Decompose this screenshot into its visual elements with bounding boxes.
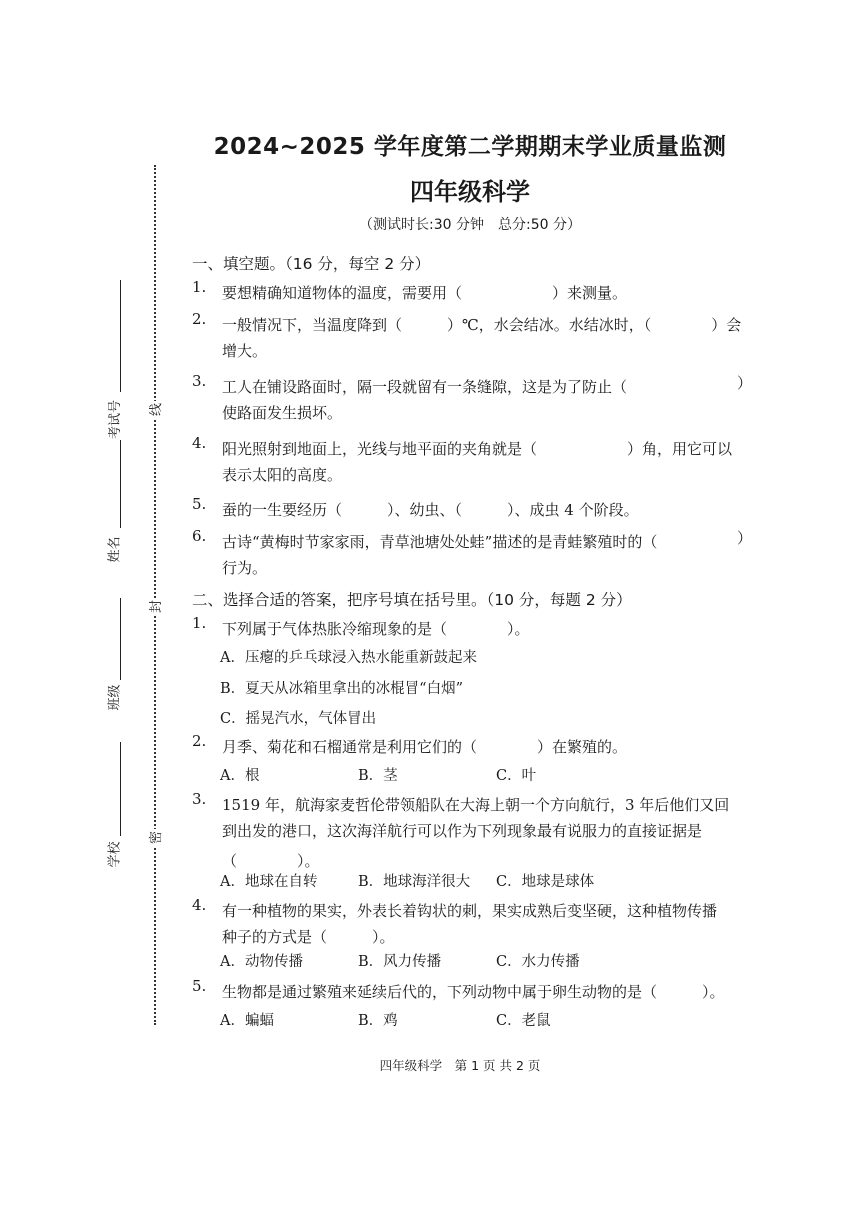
- exam-title: 2024~2025 学年度第二学期期末学业质量监测: [213, 134, 727, 160]
- question-text-cont: 增大。: [222, 342, 268, 360]
- option-a[interactable]: A．蝙蝠: [220, 1013, 274, 1029]
- option-b[interactable]: B．鸡: [358, 1013, 398, 1029]
- exam-number-field[interactable]: [120, 280, 121, 392]
- question-text: 古诗“黄梅时节家家雨，青草池塘处处蛙”描述的是青蛙繁殖时的（: [222, 533, 658, 551]
- binding-dotted-line: [154, 165, 156, 1025]
- question-text: 阳光照射到地面上，光线与地平面的夹角就是（ ）角，用它可以: [222, 440, 733, 458]
- option-b[interactable]: B．风力传播: [358, 954, 442, 970]
- field-label-class: 班级: [107, 684, 123, 711]
- options-row: [220, 950, 634, 971]
- field-label-exam-number: 考试号: [108, 399, 124, 440]
- field-label-school: 学校: [107, 841, 123, 868]
- option-a[interactable]: A．动物传播: [220, 954, 303, 970]
- question-text-cont: 表示太阳的高度。: [222, 466, 343, 484]
- question-text: 有一种植物的果实，外表长着钩状的刺，果实成熟后变坚硬，这种植物传播: [222, 902, 718, 920]
- field-label-name: 姓名: [107, 536, 123, 563]
- subject-title: 四年级科学: [410, 178, 530, 206]
- question-text-cont: 种子的方式是（ ）。: [222, 928, 395, 946]
- question-text: 1519 年，航海家麦哲伦带领船队在大海上朝一个方向航行，3 年后他们又回: [222, 796, 730, 814]
- question-text-cont: 到出发的港口，这次海洋航行可以作为下列现象最有说服力的直接证据是: [222, 822, 703, 840]
- option-b[interactable]: B．茎: [358, 768, 398, 784]
- option-c[interactable]: C．水力传播: [496, 954, 580, 970]
- answer-paren-close: ）: [736, 374, 752, 392]
- question-number: 2.: [192, 732, 207, 750]
- question-number: 3.: [192, 372, 207, 390]
- question-number: 4.: [192, 896, 207, 914]
- options-row: [220, 764, 634, 785]
- class-field[interactable]: [120, 598, 121, 680]
- option-a[interactable]: A．地球在自转: [220, 874, 318, 890]
- options-row: [220, 1009, 634, 1030]
- name-field[interactable]: [120, 440, 121, 528]
- section-1-heading: 一、填空题。（16 分，每空 2 分）: [192, 255, 431, 273]
- option-b[interactable]: B．夏天从冰箱里拿出的冰棍冒“白烟”: [220, 681, 463, 697]
- question-text: 工人在铺设路面时，隔一段就留有一条缝隙，这是为了防止（: [222, 378, 628, 396]
- question-text-cont: 行为。: [222, 559, 268, 577]
- option-c[interactable]: C．地球是球体: [496, 874, 595, 890]
- section-2-heading: 二、选择合适的答案，把序号填在括号里。（10 分，每题 2 分）: [192, 591, 632, 609]
- school-field[interactable]: [120, 742, 121, 836]
- option-a[interactable]: A．压瘪的乒乓球浸入热水能重新鼓起来: [220, 650, 477, 666]
- options-row: [220, 870, 634, 891]
- question-number: 1.: [192, 614, 207, 632]
- question-text-cont: （ ）。: [222, 852, 320, 870]
- option-a[interactable]: A．根: [220, 768, 260, 784]
- option-c[interactable]: C．叶: [496, 768, 537, 784]
- seal-mark-line: 线: [145, 401, 164, 418]
- question-text: 生物都是通过繁殖来延续后代的，下列动物中属于卵生动物的是（ ）。: [222, 983, 725, 1001]
- answer-paren-close: ）: [736, 529, 752, 547]
- question-text: 下列属于气体热胀冷缩现象的是（ ）。: [222, 620, 530, 638]
- question-number: 5.: [192, 495, 207, 513]
- question-text-cont: 使路面发生损坏。: [222, 404, 343, 422]
- question-number: 2.: [192, 310, 207, 328]
- seal-mark-seal: 封: [145, 598, 164, 615]
- question-number: 1.: [192, 278, 207, 296]
- question-text: 月季、菊花和石榴通常是利用它们的（ ）在繁殖的。: [222, 738, 628, 756]
- question-text: 一般情况下，当温度降到（ ）℃，水会结冰。水结冰时，（ ）会: [222, 316, 742, 334]
- page-footer: 四年级科学 第 1 页 共 2 页: [379, 1058, 541, 1073]
- question-number: 3.: [192, 790, 207, 808]
- option-c[interactable]: C．摇晃汽水，气体冒出: [220, 711, 377, 727]
- exam-info: （测试时长:30 分钟 总分:50 分）: [359, 217, 581, 233]
- question-text: 蚕的一生要经历（ ）、幼虫、（ ）、成虫 4 个阶段。: [222, 501, 639, 519]
- question-number: 5.: [192, 977, 207, 995]
- question-number: 6.: [192, 527, 207, 545]
- option-b[interactable]: B．地球海洋很大: [358, 874, 471, 890]
- option-c[interactable]: C．老鼠: [496, 1013, 551, 1029]
- question-number: 4.: [192, 434, 207, 452]
- question-text: 要想精确知道物体的温度，需要用（ ）来测量。: [222, 284, 628, 302]
- seal-mark-secret: 密: [145, 829, 164, 846]
